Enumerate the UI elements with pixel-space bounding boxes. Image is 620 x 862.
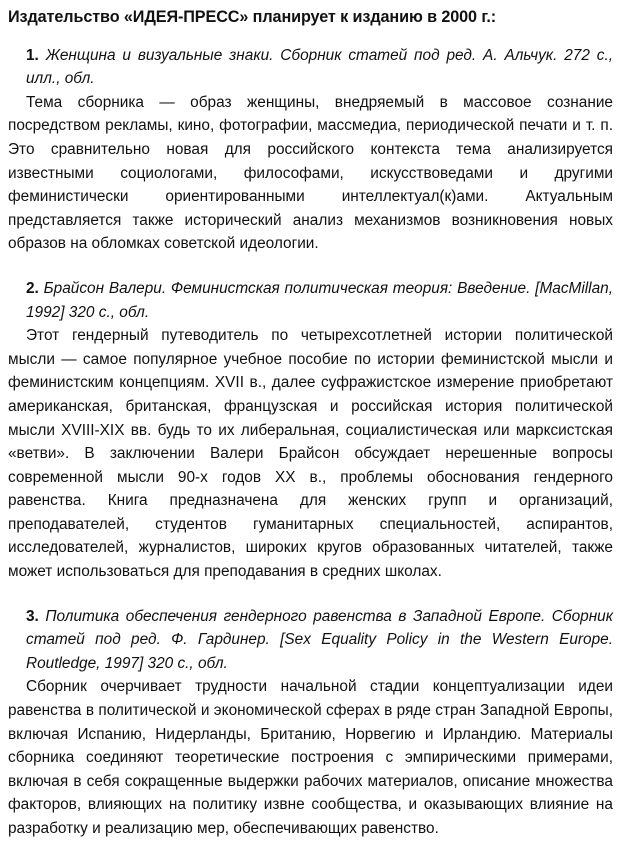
entry-description: Сборник очерчивает трудности начальной стадии концептуализации идеи равенства в политической и экономической сферах в ряде стран Западной Европы, включая Испанию, Нидерланды, Британию, Норвегию и Ирландию. Материалы сборника соединяют теоретические построения с эмпирическими примерами, включая в себя сокращенные выдержки рабочих материалов, описание множества факторов, влияющих на политику извне сообщества, и оказывающих влияние на разработку и реализацию мер, обеспечивающих равенство.: [8, 678, 613, 837]
entry-description: Этот гендерный путеводитель по четырехсотлетней истории политической мысли — самое популярное учебное пособие по истории феминистской мысли и феминистским концепциям. XVII в., далее суфражистское измерение приобретают американская, британская, французская и российская история политической мысли XVIII-XIX вв. будь то их либеральная, социалистическая или марксистская «ветви». В заключении Валери Брайсон обсуждает нерешенные вопросы современной мысли 90-х годов XX в., проблемы обоснования гендерного равенства. Книга предназначена для женских групп и организаций, преподавателей, студентов гуманитарных специальностей, аспирантов, исследователей, журналистов, широких кругов образованных читателей, также может использоваться для преподавания в средних школах.: [8, 327, 613, 581]
entry-header: [8, 605, 613, 676]
entry-citation: Политика обеспечения гендерного равенства в Западной Европе. Сборник статей под ред. Ф. Гардинер. [Sex Equality Policy in the Western Europe. Routledge, 1997] 320 с., обл.: [26, 607, 613, 672]
entry-citation: Брайсон Валери. Феминистская политическая теория: Введение. [MacMillan, 1992] 320 с., обл.: [26, 279, 613, 321]
entry-citation: Женщина и визуальные знаки. Сборник статей под ред. А. Альчук. 272 с., илл., обл.: [26, 46, 613, 88]
entry-number: 1.: [26, 46, 39, 64]
entry-number: 3.: [26, 607, 39, 625]
page-heading: Издательство «ИДЕЯ-ПРЕСС» планирует к изданию в 2000 г.:: [8, 8, 497, 26]
entry-header: [8, 44, 613, 91]
book-entry-2: [8, 277, 613, 584]
document-page: [8, 6, 613, 862]
book-entry-1: [8, 44, 613, 256]
entry-description: Тема сборника — образ женщины, внедряемый в массовое сознание посредством рекламы, кино, фотографии, массмедиа, периодической печати и т. п. Это сравнительно новая для российского контекста тема анализируется известными социологами, философами, искусствоведами и другими феминистически ориентированными интеллектуал(к)ами. Актуальным представляется также исторический анализ механизмов возникновения новых образов на обломках советской идеологии.: [8, 93, 613, 253]
entry-number: 2.: [26, 279, 39, 297]
entry-header: [8, 277, 613, 324]
book-entry-3: [8, 605, 613, 841]
